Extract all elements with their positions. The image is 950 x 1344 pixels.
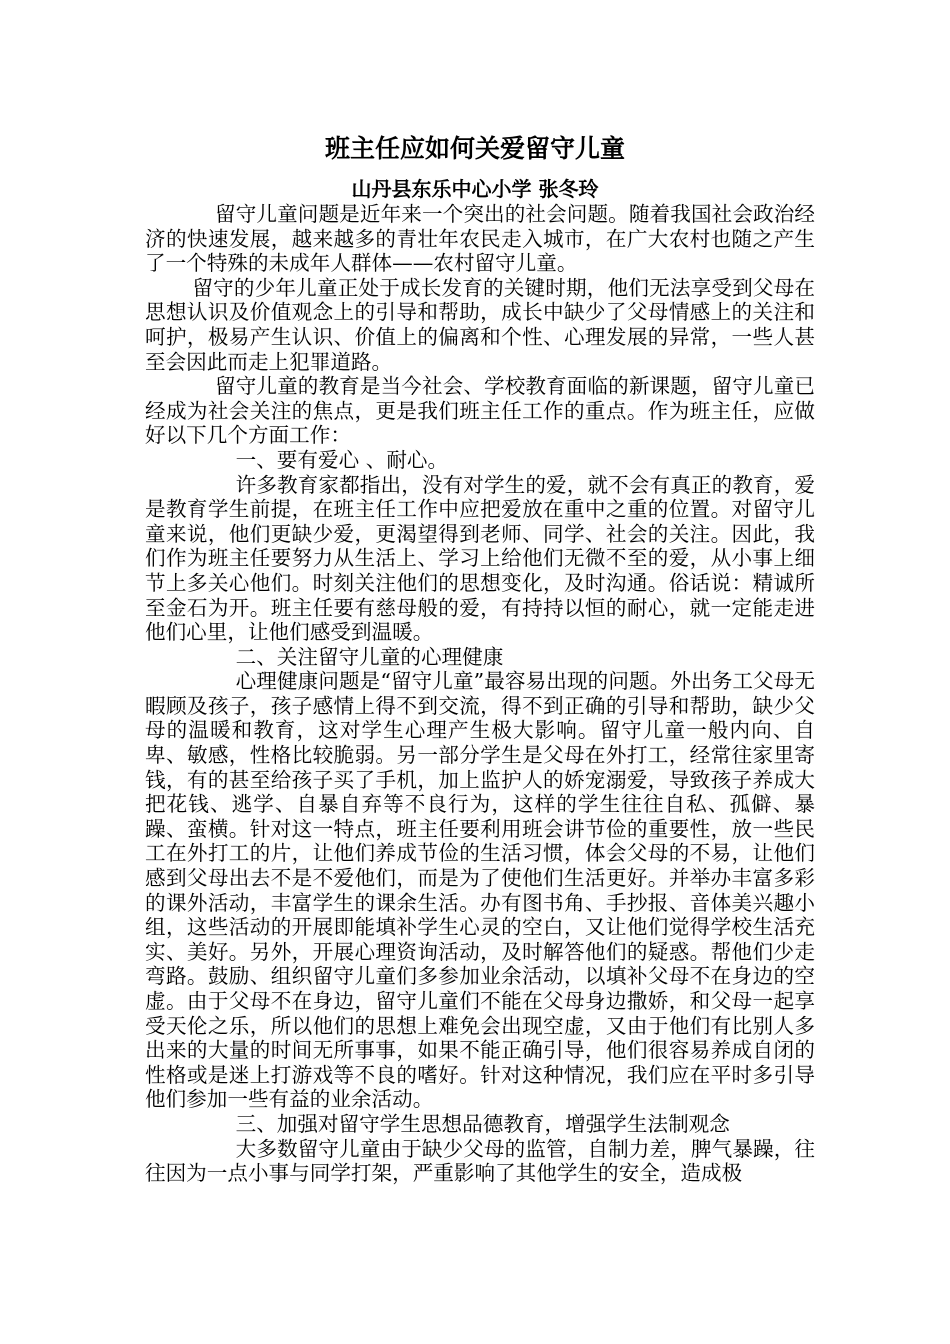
body-paragraph: 大多数留守儿童由于缺少父母的监管，自制力差，脾气暴躁，往往因为一点小事与同学打架，严重影响了其他学生的安全，造成极 (145, 1136, 815, 1186)
section-heading: 三、加强对留守学生思想品德教育，增强学生法制观念 (235, 1111, 730, 1136)
document-body (145, 202, 815, 1186)
body-paragraph: 留守儿童的教育是当今社会、学校教育面临的新课题，留守儿童已经成为社会关注的焦点，更是我们班主任工作的重点。作为班主任，应做好以下几个方面工作： (145, 374, 815, 448)
section-heading: 二、关注留守儿童的心理健康 (235, 644, 504, 669)
section-heading: 一、要有爱心 、耐心。 (235, 447, 449, 472)
body-paragraph: 许多教育家都指出，没有对学生的爱，就不会有真正的教育，爱是教育学生前提，在班主任工作中应把爱放在重中之重的位置。对留守儿童来说，他们更缺少爱，更渴望得到老师、同学、社会的关注。因此，我们作为班主任要努力从生活上、学习上给他们无微不至的爱，从小事上细节上多关心他们。时刻关注他们的思想变化，及时沟通。俗话说：精诚所至金石为开。班主任要有慈母般的爱，有持持以恒的耐心，就一定能走进他们心里，让他们感受到温暖。 (145, 472, 815, 645)
body-paragraph: 心理健康问题是“留守儿童”最容易出现的问题。外出务工父母无暇顾及孩子，孩子感情上得不到交流，得不到正确的引导和帮助，缺少父母的温暖和教育，这对学生心理产生极大影响。留守儿童一般内向、自卑、敏感，性格比较脆弱。另一部分学生是父母在外打工，经常往家里寄钱，有的甚至给孩子买了手机，加上监护人的娇宠溺爱，导致孩子养成大把花钱、逃学、自暴自弃等不良行为，这样的学生往往自私、孤僻、暴躁、蛮横。针对这一特点，班主任要利用班会讲节俭的重要性，放一些民工在外打工的片，让他们养成节俭的生活习惯，体会父母的不易，让他们感到父母出去不是不爱他们，而是为了使他们生活更好。并举办丰富多彩的课外活动，丰富学生的课余生活。办有图书角、手抄报、音体美兴趣小组，这些活动的开展即能填补学生心灵的空白，又让他们觉得学校生活充实、美好。另外，开展心理资询活动，及时解答他们的疑惑。帮他们少走弯路。鼓励、组织留守儿童们多参加业余活动，以填补父母不在身边的空虚。由于父母不在身边，留守儿童们不能在父母身边撒娇，和父母一起享受天伦之乐，所以他们的思想上难免会出现空虚，又由于他们有比别人多出来的大量的时间无所事事，如果不能正确引导，他们很容易养成自闭的性格或是迷上打游戏等不良的嗜好。针对这种情况，我们应在平时多引导他们参加一些有益的业余活动。 (145, 669, 815, 1112)
document-title: 班主任应如何关爱留守儿童 (324, 134, 625, 163)
body-paragraph: 留守的少年儿童正处于成长发育的关键时期，他们无法享受到父母在思想认识及价值观念上的引导和帮助，成长中缺少了父母情感上的关注和呵护，极易产生认识、价值上的偏离和个性、心理发展的异常，一些人甚至会因此而走上犯罪道路。 (145, 275, 815, 374)
author-line: 山丹县东乐中心小学 张冬玲 (351, 177, 599, 201)
body-paragraph: 留守儿童问题是近年来一个突出的社会问题。随着我国社会政治经济的快速发展，越来越多的青壮年农民走入城市，在广大农村也随之产生了一个特殊的未成年人群体——农村留守儿童。 (145, 202, 815, 276)
